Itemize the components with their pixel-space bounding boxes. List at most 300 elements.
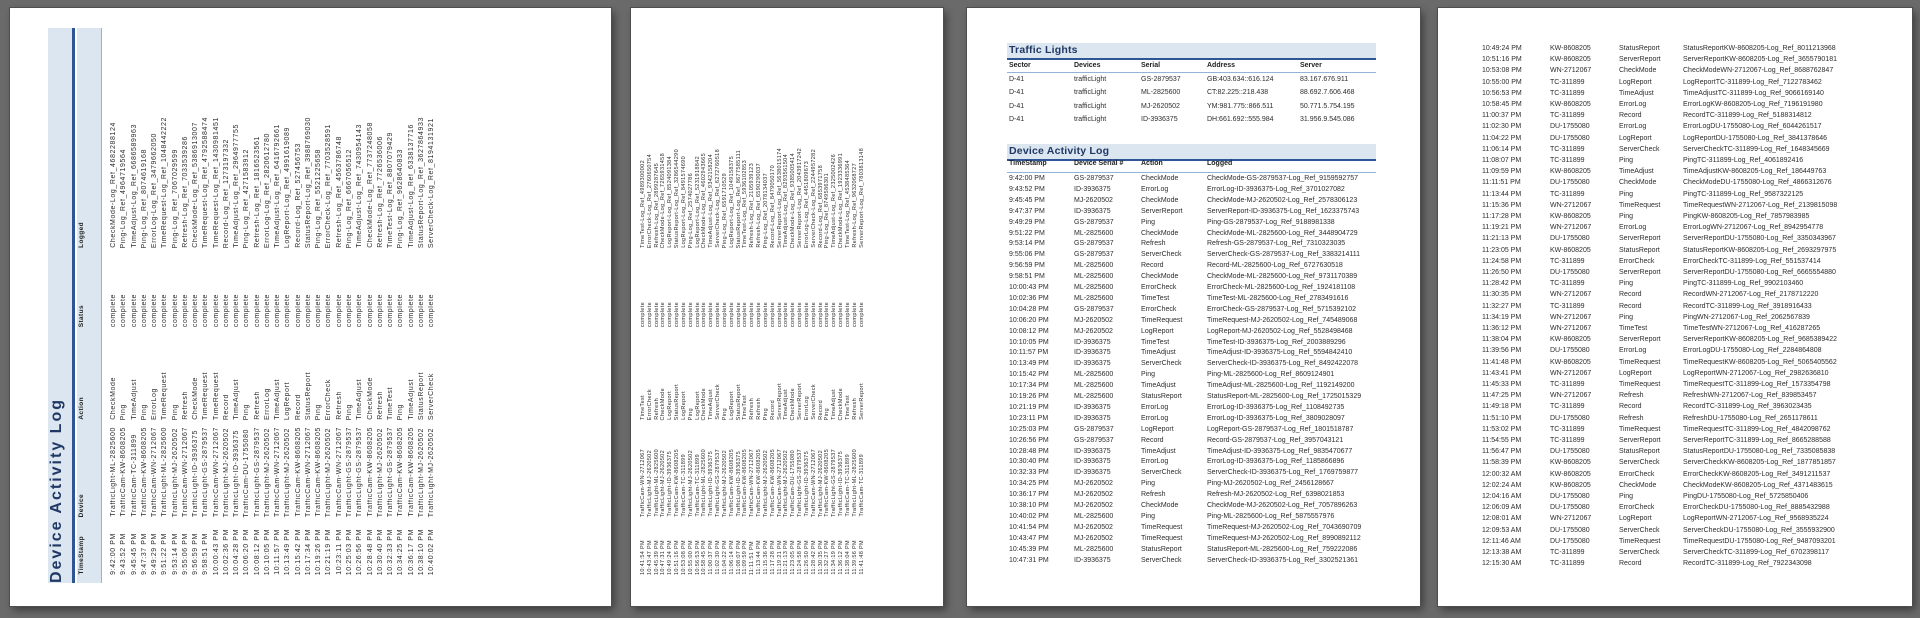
column-header: Serial: [1141, 62, 1161, 69]
table-cell: 9:53:14 PM: [1009, 240, 1045, 248]
table-cell: StatusReport-ML-2825600-Log_Ref_759222086: [1207, 545, 1358, 553]
table-cell: complete: [253, 293, 261, 327]
table-cell: ServerReport: [776, 383, 783, 420]
table-cell: StatusReport: [1619, 448, 1660, 456]
table-cell: TimeRequest: [1619, 381, 1661, 388]
table-cell: Ping: [1619, 493, 1634, 500]
table-cell: Ping-Log_Ref_9628640833: [397, 148, 405, 248]
table-cell: TrafficLight-ID-3936375: [667, 451, 674, 517]
table-cell: TimeRequest: [1141, 316, 1183, 324]
table-cell: ServerCheck: [428, 372, 436, 420]
table-cell: MJ-2620502: [1074, 196, 1113, 204]
table-cell: complete: [356, 293, 364, 327]
page1-sheet-title: Device Activity Log: [48, 397, 65, 583]
table-cell: 11:06:14 PM: [728, 540, 735, 575]
table-cell: 9:42:00 PM: [1009, 175, 1045, 182]
table-cell: CheckModeWN-2712067-Log_Ref_8688762847: [1683, 67, 1834, 75]
table-cell: 11:53:02 PM: [1482, 425, 1522, 433]
table-cell: TrafficLight-ML-2825600: [851, 449, 858, 517]
table-cell: ML-2825600: [1074, 229, 1114, 237]
table-cell: TrafficCam-WN-2712067: [212, 426, 220, 517]
table-cell: GS-2879537: [1074, 436, 1114, 444]
table-cell: 10:58:45 PM: [701, 539, 708, 575]
table-cell: 10:26:56 PM: [356, 528, 364, 575]
table-cell: 11:26:50 PM: [803, 540, 810, 575]
table-cell: ID-3936375: [1074, 349, 1111, 357]
table-cell: Refresh: [1619, 392, 1644, 400]
table-cell: StatusReport-Log_Ref_3988769030: [304, 116, 312, 248]
table-cell: 11:02:30 PM: [1482, 123, 1522, 131]
table-cell: TC-311899: [1550, 157, 1585, 164]
table-cell: GS-2879537: [1074, 425, 1114, 433]
table-cell: TimeAdjust: [1619, 168, 1654, 176]
table-cell: Refresh: [181, 391, 189, 420]
table-cell: TrafficCam-KW-8608205: [315, 427, 323, 517]
table-cell: complete: [428, 293, 436, 327]
table-cell: complete: [304, 293, 312, 327]
table-cell: Refresh: [253, 391, 261, 420]
table-cell: ID-3936375: [1074, 414, 1111, 422]
table-cell: 11:30:35 PM: [1482, 291, 1522, 299]
table-cell: ErrorCheck-Log_Ref_7703528591: [325, 123, 333, 248]
table-cell: 9:45:45 PM: [130, 533, 138, 575]
table-cell: 11:15:36 PM: [762, 540, 769, 575]
table-cell: Ping-Log_Ref_2574027786: [687, 172, 694, 248]
table-cell: Refresh-Log_Ref_1816523561: [253, 136, 261, 248]
table-cell: 11:02:30 PM: [715, 540, 722, 575]
table-cell: complete: [701, 301, 708, 327]
table-cell: 9:51:22 PM: [1009, 229, 1045, 237]
table-cell: ServerCheck-GS-2879537-Log_Ref_3383214111: [1207, 251, 1361, 259]
table-cell: 10:15:42 PM: [294, 528, 302, 575]
table-cell: TrafficCam-WN-2712067: [304, 426, 312, 517]
table-cell: 11:23:05 PM: [1482, 246, 1522, 254]
table-cell: GS-2879537: [1074, 218, 1114, 226]
table-cell: ErrorLog: [151, 387, 159, 420]
table-cell: StatusReport: [304, 371, 312, 420]
table-cell: LogReport: [1619, 515, 1652, 523]
table-cell: ServerReportDU-1755080-Log_Ref_6665554880: [1683, 269, 1836, 276]
table-cell: D-41: [1009, 102, 1025, 110]
page-1: [10, 8, 611, 606]
table-cell: LogReportDU-1755080-Log_Ref_3841378646: [1683, 134, 1828, 142]
table-cell: ErrorLogWN-2712067-Log_Ref_8942954778: [1683, 224, 1824, 232]
table-cell: LogReport: [1619, 369, 1652, 377]
table-cell: ID-3936375: [1074, 458, 1111, 466]
table-cell: CheckMode: [1141, 273, 1179, 281]
table-cell: PingDU-1755080-Log_Ref_5725850406: [1683, 493, 1809, 500]
table-cell: TrafficCam-WN-2712067: [749, 448, 756, 517]
table-cell: ID-3936375: [1141, 115, 1178, 123]
table-cell: TrafficCam-WN-2712067: [810, 448, 817, 517]
table-cell: TimeAdjust: [130, 379, 138, 420]
table-cell: TrafficLight-MJ-2620502: [284, 427, 292, 517]
table-cell: 11:36:12 PM: [838, 540, 845, 575]
table-cell: TC-311899: [1550, 145, 1585, 153]
table-cell: TimeAdjust: [407, 379, 415, 420]
table-cell: 10:19:26 PM: [315, 528, 323, 575]
table-cell: TrafficLight-GS-2879537: [797, 449, 804, 517]
table-cell: TrafficCam-KW-8608205: [294, 427, 302, 517]
table-cell: 11:09:59 PM: [1482, 168, 1522, 176]
table-cell: KW-8608205: [1550, 56, 1591, 64]
table-cell: TC-311899: [1550, 78, 1585, 86]
table-cell: 12:15:30 AM: [1482, 560, 1522, 568]
table-cell: complete: [858, 301, 865, 327]
table-cell: LogReport: [1141, 327, 1174, 335]
table-cell: KW-8608205: [1550, 101, 1591, 108]
table-cell: Ping: [1619, 280, 1634, 288]
table-cell: CheckMode-GS-2879537-Log_Ref_9159592757: [1207, 175, 1358, 182]
activity-log-title: Device Activity Log: [1009, 145, 1110, 157]
table-cell: Ping-Log_Ref_4271583912: [243, 148, 251, 248]
table-cell: 10:53:08 PM: [680, 539, 687, 575]
table-cell: StatusReport: [674, 383, 681, 420]
table-cell: 10:08:12 PM: [1009, 327, 1049, 335]
table-cell: complete: [687, 301, 694, 327]
table-cell: StatusReport-Log_Ref_3627864933: [417, 116, 425, 248]
table-cell: Ping: [315, 403, 323, 420]
table-cell: TrafficCam-TC-311899: [680, 454, 687, 517]
table-cell: 10:45:39 PM: [653, 539, 660, 575]
table-cell: GS-2879537: [1074, 175, 1114, 182]
column-header: Address: [1207, 62, 1236, 69]
table-cell: complete: [660, 301, 667, 327]
table-cell: TrafficCam-KW-8608205: [674, 449, 681, 517]
table-cell: 10:30:40 PM: [376, 528, 384, 575]
table-cell: complete: [192, 293, 200, 327]
table-cell: 11:15:36 PM: [1482, 201, 1522, 209]
table-cell: ML-2825600: [1074, 382, 1114, 390]
table-cell: TimeTest-ID-3936375-Log_Ref_2003889296: [1207, 338, 1346, 346]
table-cell: 10:08:12 PM: [253, 528, 261, 575]
table-cell: Ping-Log_Ref_6667056512: [345, 148, 353, 248]
table-cell: RecordTC-311899-Log_Ref_5188314812: [1683, 112, 1812, 120]
table-cell: 10:49:24 PM: [1482, 45, 1522, 52]
table-cell: TC-311899: [1550, 403, 1585, 411]
table-cell: 10:00:43 PM: [212, 528, 220, 575]
table-cell: KW-8608205: [1550, 358, 1591, 366]
table-cell: 11:00:37 PM: [708, 540, 715, 575]
table-cell: complete: [233, 293, 241, 327]
table-cell: complete: [284, 293, 292, 327]
column-header: Sector: [1009, 62, 1031, 69]
table-cell: ServerReport: [1619, 56, 1661, 64]
table-cell: CheckMode: [1619, 179, 1657, 187]
table-cell: ServerReport: [1619, 437, 1661, 444]
table-cell: DU-1755080: [1550, 123, 1590, 131]
table-cell: 10:13:49 PM: [1009, 360, 1049, 368]
table-cell: 10:43:47 PM: [646, 539, 653, 575]
table-cell: TimeAdjust-Log_Ref_6686589963: [130, 124, 138, 248]
activity-log-title-band: [1007, 144, 1376, 161]
table-cell: ID-3936375: [1074, 207, 1111, 215]
table-cell: CheckMode: [192, 377, 200, 420]
table-cell: 11:28:42 PM: [1482, 280, 1522, 288]
table-cell: TimeRequest-MJ-2620502-Log_Ref_745489068: [1207, 316, 1358, 324]
table-cell: 9:43:52 PM: [1009, 185, 1045, 193]
table-cell: TrafficCam-DU-1755080: [243, 428, 251, 517]
table-cell: 12:04:16 AM: [1482, 493, 1522, 500]
table-cell: 11:30:35 PM: [817, 540, 824, 575]
table-cell: Ping: [243, 403, 251, 420]
table-cell: Ping: [140, 403, 148, 420]
table-cell: TC-311899: [1550, 549, 1585, 556]
table-cell: ErrorLogKW-8608205-Log_Ref_7196191980: [1683, 101, 1823, 108]
table-cell: ErrorLog: [1141, 458, 1169, 466]
table-cell: ErrorCheckDU-1755080-Log_Ref_8885432988: [1683, 504, 1830, 512]
table-cell: TrafficLight-GS-2879537: [715, 449, 722, 517]
table-cell: TimeAdjust: [783, 389, 790, 420]
table-cell: complete: [742, 301, 749, 327]
table-cell: DU-1755080: [1550, 504, 1590, 512]
table-cell: MJ-2620502: [1074, 491, 1113, 499]
table-cell: 10:51:16 PM: [674, 539, 681, 575]
table-cell: Ping-MJ-2620502-Log_Ref_2456128667: [1207, 480, 1334, 488]
table-cell: CheckMode: [1141, 229, 1179, 237]
table-cell: 11:24:58 PM: [1482, 257, 1522, 265]
table-cell: complete: [151, 293, 159, 327]
table-cell: Refresh-GS-2879537-Log_Ref_7310323035: [1207, 240, 1346, 248]
table-cell: TimeRequestDU-1755080-Log_Ref_9487093201: [1683, 537, 1836, 545]
table-cell: MJ-2620502: [1074, 523, 1113, 531]
table-cell: KW-8608205: [1550, 470, 1591, 478]
table-cell: 11:19:21 PM: [776, 540, 783, 575]
traffic-lights-title: Traffic Lights: [1009, 44, 1078, 56]
table-cell: DU-1755080: [1550, 179, 1590, 187]
table-cell: ServerCheckKW-8608205-Log_Ref_1877851857: [1683, 459, 1836, 467]
table-cell: TimeAdjust: [274, 379, 282, 420]
table-cell: Ping: [1619, 157, 1634, 164]
column-header: Devices: [1074, 62, 1101, 69]
table-cell: LogReport: [1619, 134, 1652, 142]
table-cell: 11:08:07 PM: [735, 540, 742, 575]
table-cell: 11:39:56 PM: [1482, 347, 1522, 355]
table-cell: complete: [110, 293, 117, 327]
table-cell: ServerCheck: [715, 384, 722, 420]
table-cell: 10:28:48 PM: [366, 528, 374, 575]
table-cell: GS-2879537: [1074, 305, 1114, 313]
table-cell: ServerCheck-ID-3936375-Log_Ref_8492422078: [1207, 360, 1358, 368]
table-cell: 12:09:53 AM: [1482, 526, 1522, 534]
table-cell: LogReport: [694, 391, 701, 420]
table-cell: ErrorCheck: [1619, 257, 1655, 265]
table-cell: complete: [407, 293, 415, 327]
table-cell: StatusReportDU-1755080-Log_Ref_7335085838: [1683, 448, 1836, 456]
table-cell: 10:25:03 PM: [1009, 425, 1049, 433]
table-cell: DU-1755080: [1550, 347, 1590, 355]
table-cell: Record-GS-2879537-Log_Ref_3957043121: [1207, 436, 1344, 444]
table-cell: TrafficLight-ID-3936375: [838, 451, 845, 517]
table-cell: 10:40:02 PM: [428, 528, 436, 575]
table-cell: TimeRequest: [1619, 425, 1661, 433]
table-cell: 10:21:19 PM: [325, 528, 333, 575]
table-cell: 11:04:22 PM: [721, 540, 728, 575]
table-cell: ErrorLog: [1619, 101, 1647, 108]
table-cell: 10:41:54 PM: [640, 539, 646, 575]
table-cell: 10:02:36 PM: [222, 528, 230, 575]
table-cell: TrafficLight-ML-2825600: [701, 449, 708, 517]
table-cell: ErrorCheck: [1141, 305, 1177, 313]
table-cell: 11:41:48 PM: [1482, 358, 1522, 366]
table-cell: TC-311899: [1550, 381, 1585, 388]
column-header: Device Serial #: [1074, 160, 1124, 167]
table-cell: 9:47:37 PM: [1009, 207, 1045, 215]
table-cell: Refresh-Log_Ref_2899287645: [653, 163, 660, 248]
table-cell: Ping: [171, 403, 179, 420]
table-cell: 11:24:58 PM: [797, 540, 804, 575]
table-cell: Ping: [762, 407, 769, 420]
table-cell: Ping: [1141, 512, 1156, 520]
table-cell: LogReport-Log_Ref_1049158375: [728, 156, 735, 248]
table-cell: complete: [366, 293, 374, 327]
table-cell: 11:28:42 PM: [810, 540, 817, 575]
table-cell: Record: [1619, 302, 1642, 310]
table-cell: KW-8608205: [1550, 481, 1591, 489]
table-cell: complete: [749, 301, 756, 327]
table-cell: D-41: [1009, 115, 1025, 123]
table-cell: TrafficCam-KW-8608205: [824, 449, 831, 517]
table-cell: 50.771.5.754.195: [1300, 102, 1355, 110]
table-cell: 10:00:43 PM: [1009, 284, 1049, 291]
table-cell: Refresh: [1141, 240, 1166, 248]
table-cell: LogReportWN-2712067-Log_Ref_2982636810: [1683, 369, 1829, 377]
table-cell: ErrorLog-ID-3936375-Log_Ref_3701027082: [1207, 185, 1345, 193]
table-cell: ServerCheck: [1141, 556, 1182, 564]
table-cell: MJ-2620502: [1074, 480, 1113, 488]
table-cell: 10:04:28 PM: [233, 528, 241, 575]
table-cell: 11:39:56 PM: [851, 540, 858, 575]
table-cell: 10:28:48 PM: [1009, 447, 1049, 455]
table-cell: TC-311899: [1550, 302, 1585, 310]
table-cell: CheckMode-Log_Ref_1923336991: [838, 152, 845, 248]
table-cell: CheckMode-ML-2825600-Log_Ref_3448904729: [1207, 229, 1358, 237]
table-cell: ErrorCheck-GS-2879537-Log_Ref_5715392102: [1207, 305, 1357, 313]
traffic-lights-title-band: [1007, 43, 1376, 60]
table-cell: TimeTest-Log_Ref_5936102853: [742, 160, 749, 248]
table-cell: ML-2825600: [1074, 284, 1114, 291]
table-cell: TrafficCam-KW-8608205: [140, 427, 148, 517]
table-cell: ServerCheck: [1141, 360, 1182, 368]
table-cell: ID-3936375: [1074, 556, 1111, 564]
table-cell: D-41: [1009, 89, 1025, 97]
table-cell: TC-311899: [1550, 560, 1585, 568]
table-cell: TrafficCam-KW-8608205: [769, 449, 776, 517]
table-cell: complete: [387, 293, 395, 327]
table-cell: 10:32:33 PM: [387, 528, 395, 575]
table-cell: TimeRequest: [1619, 537, 1661, 545]
table-cell: Record: [1619, 403, 1642, 411]
table-cell: TrafficLight-MJ-2620502: [721, 449, 728, 517]
table-cell: complete: [171, 293, 179, 327]
table-cell: complete: [335, 293, 343, 327]
table-cell: TrafficCam-TC-311899: [694, 454, 701, 517]
table-cell: ID-3936375: [1074, 447, 1111, 455]
table-cell: StatusReport-ML-2825600-Log_Ref_1725015329: [1207, 393, 1362, 400]
table-cell: Refresh: [749, 398, 756, 420]
table-cell: WN-2712067: [1550, 392, 1592, 400]
table-cell: ID-3936375: [1074, 360, 1111, 368]
table-cell: ErrorCheck: [1141, 284, 1177, 291]
table-cell: Record-Log_Ref_527456753: [294, 143, 302, 248]
table-cell: Refresh-Log_Ref_4563786748: [335, 136, 343, 248]
table-cell: 10:06:20 PM: [1009, 316, 1049, 324]
table-cell: Record: [222, 393, 230, 420]
table-cell: CT:82.225::218.438: [1207, 89, 1269, 97]
table-cell: TrafficLight-MJ-2620502: [417, 427, 425, 517]
table-cell: TimeTest-Log_Ref_8807079429: [387, 132, 395, 248]
table-cell: StatusReport-Log_Ref_3286544290: [674, 148, 681, 248]
table-cell: 11:11:51 PM: [749, 540, 756, 575]
table-cell: Ping: [1619, 190, 1634, 198]
table-cell: 10:19:26 PM: [1009, 393, 1049, 400]
table-cell: 11:08:07 PM: [1482, 157, 1522, 164]
table-cell: 11:36:12 PM: [1482, 325, 1522, 332]
table-cell: TimeTest: [1141, 294, 1170, 302]
table-cell: TrafficCam-KW-8608205: [728, 449, 735, 517]
table-cell: ErrorCheck: [646, 388, 653, 420]
table-cell: ServerReport-Log_Ref_5638015174: [776, 148, 783, 248]
table-cell: Ping: [345, 403, 353, 420]
table-cell: ServerCheckDU-1755080-Log_Ref_3555932900: [1683, 526, 1835, 534]
table-cell: TrafficLight-ML-2825600: [653, 449, 660, 517]
table-cell: Record: [1141, 436, 1164, 444]
table-cell: RecordTC-311899-Log_Ref_3963023435: [1683, 403, 1812, 411]
table-cell: RecordWN-2712067-Log_Ref_2178712220: [1683, 291, 1819, 299]
table-cell: Ping: [1141, 371, 1156, 379]
table-cell: RefreshDU-1755080-Log_Ref_2651178611: [1683, 414, 1818, 422]
table-cell: ServerReport-ID-3936375-Log_Ref_1623375743: [1207, 207, 1360, 215]
table-cell: 9:58:51 PM: [202, 533, 210, 575]
table-cell: 10:47:31 PM: [1009, 556, 1049, 564]
table-cell: 10:17:34 PM: [304, 528, 312, 575]
table-cell: 12:08:01 AM: [1482, 515, 1522, 523]
table-cell: ServerCheckTC-311899-Log_Ref_1648345669: [1683, 145, 1830, 153]
table-cell: TrafficLight-ML-2825600: [161, 427, 169, 517]
table-cell: TrafficCam-TC-311899: [858, 454, 865, 517]
table-cell: TrafficLight-ID-3936375: [803, 451, 810, 517]
table-cell: 11:51:10 PM: [1482, 414, 1522, 422]
table-cell: 11:17:28 PM: [769, 540, 776, 575]
table-cell: Refresh: [376, 391, 384, 420]
table-cell: RecordTC-311899-Log_Ref_7922343098: [1683, 560, 1812, 568]
table-cell: complete: [274, 293, 282, 327]
table-cell: ServerReport: [1141, 207, 1183, 215]
table-cell: complete: [694, 301, 701, 327]
table-cell: KW-8608205: [1550, 459, 1591, 467]
table-cell: Record-Log_Ref_6853971758: [817, 165, 824, 248]
table-cell: CheckMode: [790, 387, 797, 420]
table-cell: 10:34:25 PM: [1009, 480, 1049, 488]
table-cell: ID-3936375: [1074, 338, 1111, 346]
table-cell: ErrorLog: [1619, 347, 1647, 355]
table-cell: 11:47:25 PM: [1482, 392, 1522, 400]
table-cell: TrafficCam-DU-1755080: [790, 450, 797, 517]
table-cell: 11:26:50 PM: [1482, 269, 1522, 276]
table-cell: TimeAdjust-Log_Ref_6416792661: [274, 124, 282, 248]
table-cell: StatusReportKW-8608205-Log_Ref_8011213968: [1683, 45, 1836, 52]
table-cell: ErrorLog-Log_Ref_3479662050: [151, 132, 159, 248]
table-cell: TC-311899: [1550, 257, 1585, 265]
table-cell: ServerCheck: [1141, 469, 1182, 477]
table-cell: complete: [243, 293, 251, 327]
table-cell: complete: [790, 301, 797, 327]
table-cell: TimeAdjust: [356, 379, 364, 420]
table-cell: ML-2825600: [1074, 371, 1114, 379]
table-cell: 11:13:44 PM: [756, 540, 763, 575]
table-cell: DU-1755080: [1550, 493, 1590, 500]
table-cell: TrafficCam-KW-8608205: [756, 449, 763, 517]
